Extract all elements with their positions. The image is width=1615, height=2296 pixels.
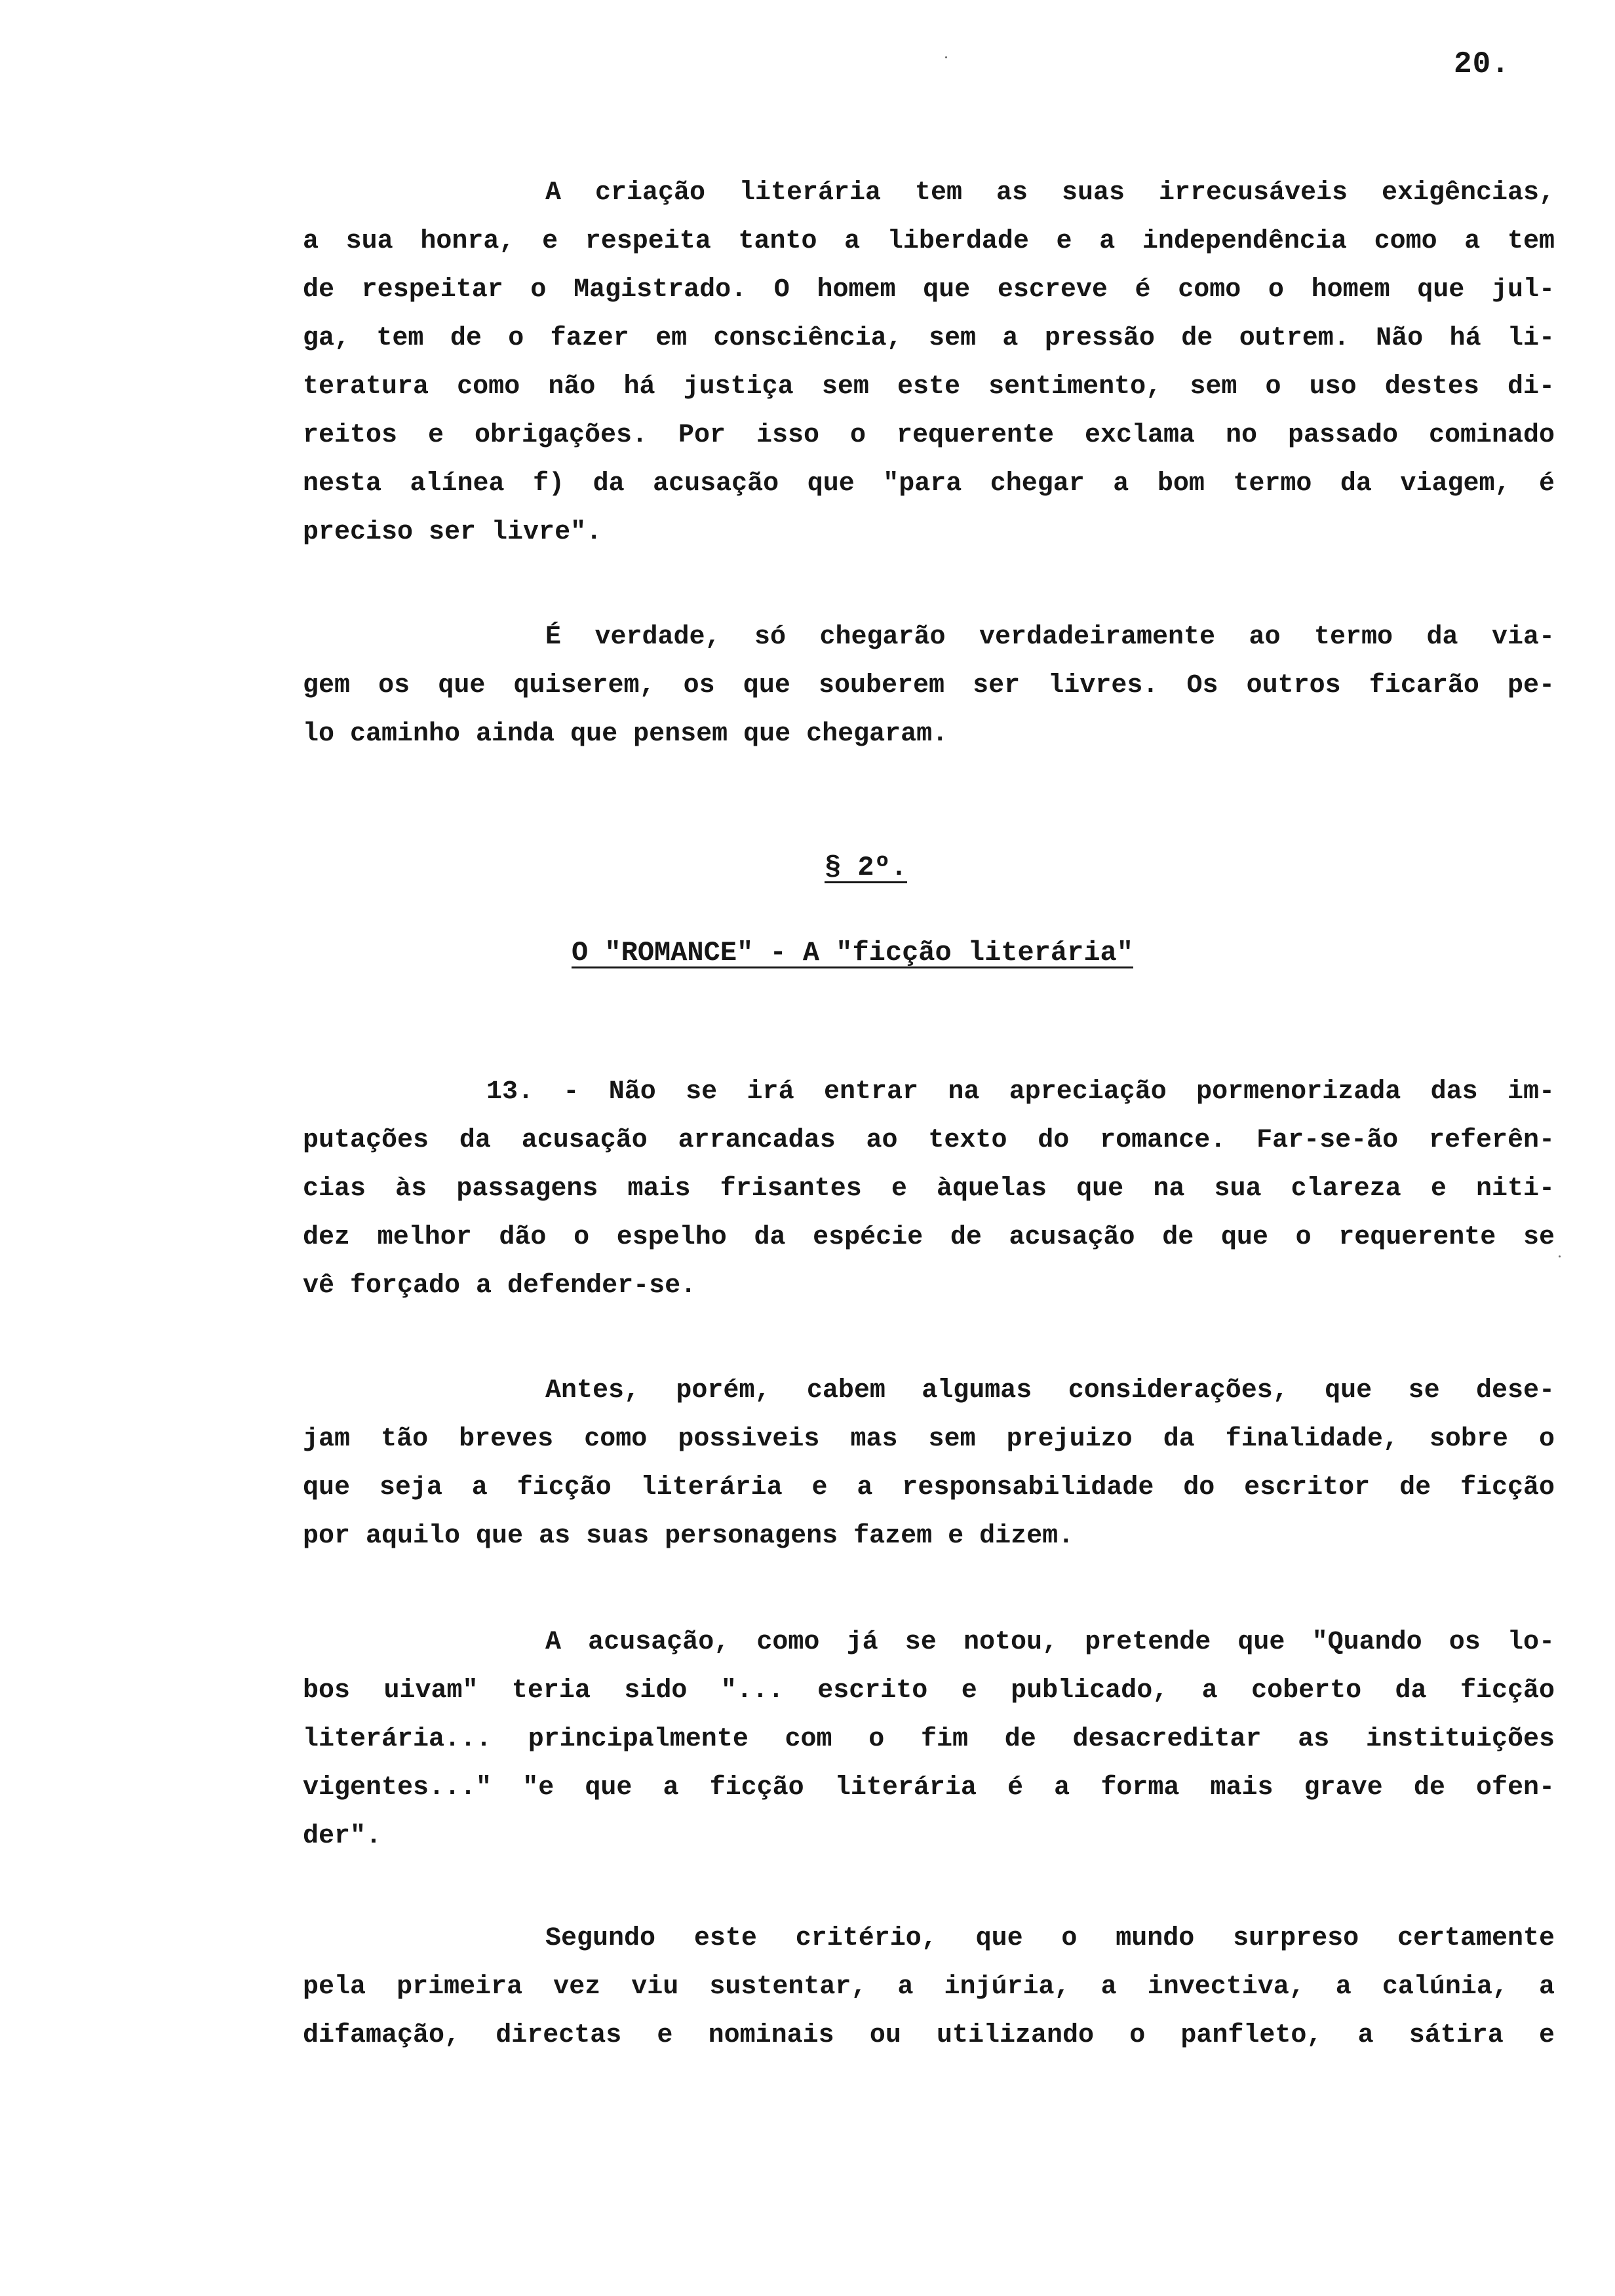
paragraph-13	[303, 1068, 1555, 1311]
text-line: preciso ser livre".	[303, 518, 602, 547]
text-line: A acusação, como já se notou, pretende que "Quando os lo-	[545, 1628, 1555, 1657]
text-line: reitos e obrigações. Por isso o requerente exclama no passado cominado	[303, 421, 1555, 450]
text-line: difamação, directas e nominais ou utilizando o panfleto, a sátira e	[303, 2021, 1555, 2050]
text-line: É verdade, só chegarão verdadeiramente ao termo da via-	[545, 622, 1555, 652]
text-line: Segundo este critério, que o mundo surpreso certamente	[545, 1924, 1555, 1953]
paragraph-truth	[303, 613, 1555, 759]
scan-speck	[945, 56, 947, 58]
page-number: 20.	[1454, 47, 1510, 81]
section-sign-heading: § 2º.	[825, 852, 908, 883]
text-line: nesta alínea f) da acusação que "para chegar a bom termo da viagem, é	[303, 469, 1555, 499]
text-line: a sua honra, e respeita tanto a liberdade e a independência como a tem	[303, 227, 1555, 256]
scan-speck	[1559, 1255, 1561, 1257]
text-line: vê forçado a defender-se.	[303, 1271, 697, 1301]
text-line: por aquilo que as suas personagens fazem e dizem.	[303, 1521, 1074, 1551]
text-line: pela primeira vez viu sustentar, a injúria, a invectiva, a calúnia, a	[303, 1972, 1555, 2002]
text-line: A criação literária tem as suas irrecusáveis exigências,	[545, 178, 1555, 208]
paragraph-literary-creation	[303, 169, 1555, 557]
text-line: de respeitar o Magistrado. O homem que escreve é como o homem que jul-	[303, 275, 1555, 305]
text-line: Antes, porém, cabem algumas considerações, que se dese-	[545, 1376, 1555, 1406]
text-line: gem os que quiserem, os que souberem ser livres. Os outros ficarão pe-	[303, 671, 1555, 700]
text-line: ga, tem de o fazer em consciência, sem a pressão de outrem. Não há li-	[303, 324, 1555, 353]
text-line: teratura como não há justiça sem este sentimento, sem o uso destes di-	[303, 372, 1555, 402]
text-line: cias às passagens mais frisantes e àquelas que na sua clareza e niti-	[303, 1174, 1555, 1204]
text-line: literária... principalmente com o fim de desacreditar as instituições	[303, 1725, 1555, 1754]
text-line: que seja a ficção literária e a responsabilidade do escritor de ficção	[303, 1473, 1555, 1502]
text-line: putações da acusação arrancadas ao texto do romance. Far-se-ão referên-	[303, 1126, 1555, 1155]
text-line: 13. - Não se irá entrar na apreciação pormenorizada das im-	[486, 1077, 1555, 1107]
text-line: bos uivam" teria sido "... escrito e publicado, a coberto da ficção	[303, 1676, 1555, 1706]
paragraph-criterion	[303, 1915, 1555, 2060]
text-line: dez melhor dão o espelho da espécie de acusação de que o requerente se	[303, 1223, 1555, 1252]
text-line: der".	[303, 1822, 382, 1851]
section-title-heading: O "ROMANCE" - A "ficção literária"	[572, 937, 1133, 968]
paragraph-accusation	[303, 1618, 1555, 1861]
text-line: vigentes..." "e que a ficção literária é a forma mais grave de ofen-	[303, 1773, 1555, 1803]
paragraph-considerations	[303, 1367, 1555, 1561]
text-line: jam tão breves como possiveis mas sem prejuizo da finalidade, sobre o	[303, 1425, 1555, 1454]
text-line: lo caminho ainda que pensem que chegaram.	[303, 719, 948, 749]
